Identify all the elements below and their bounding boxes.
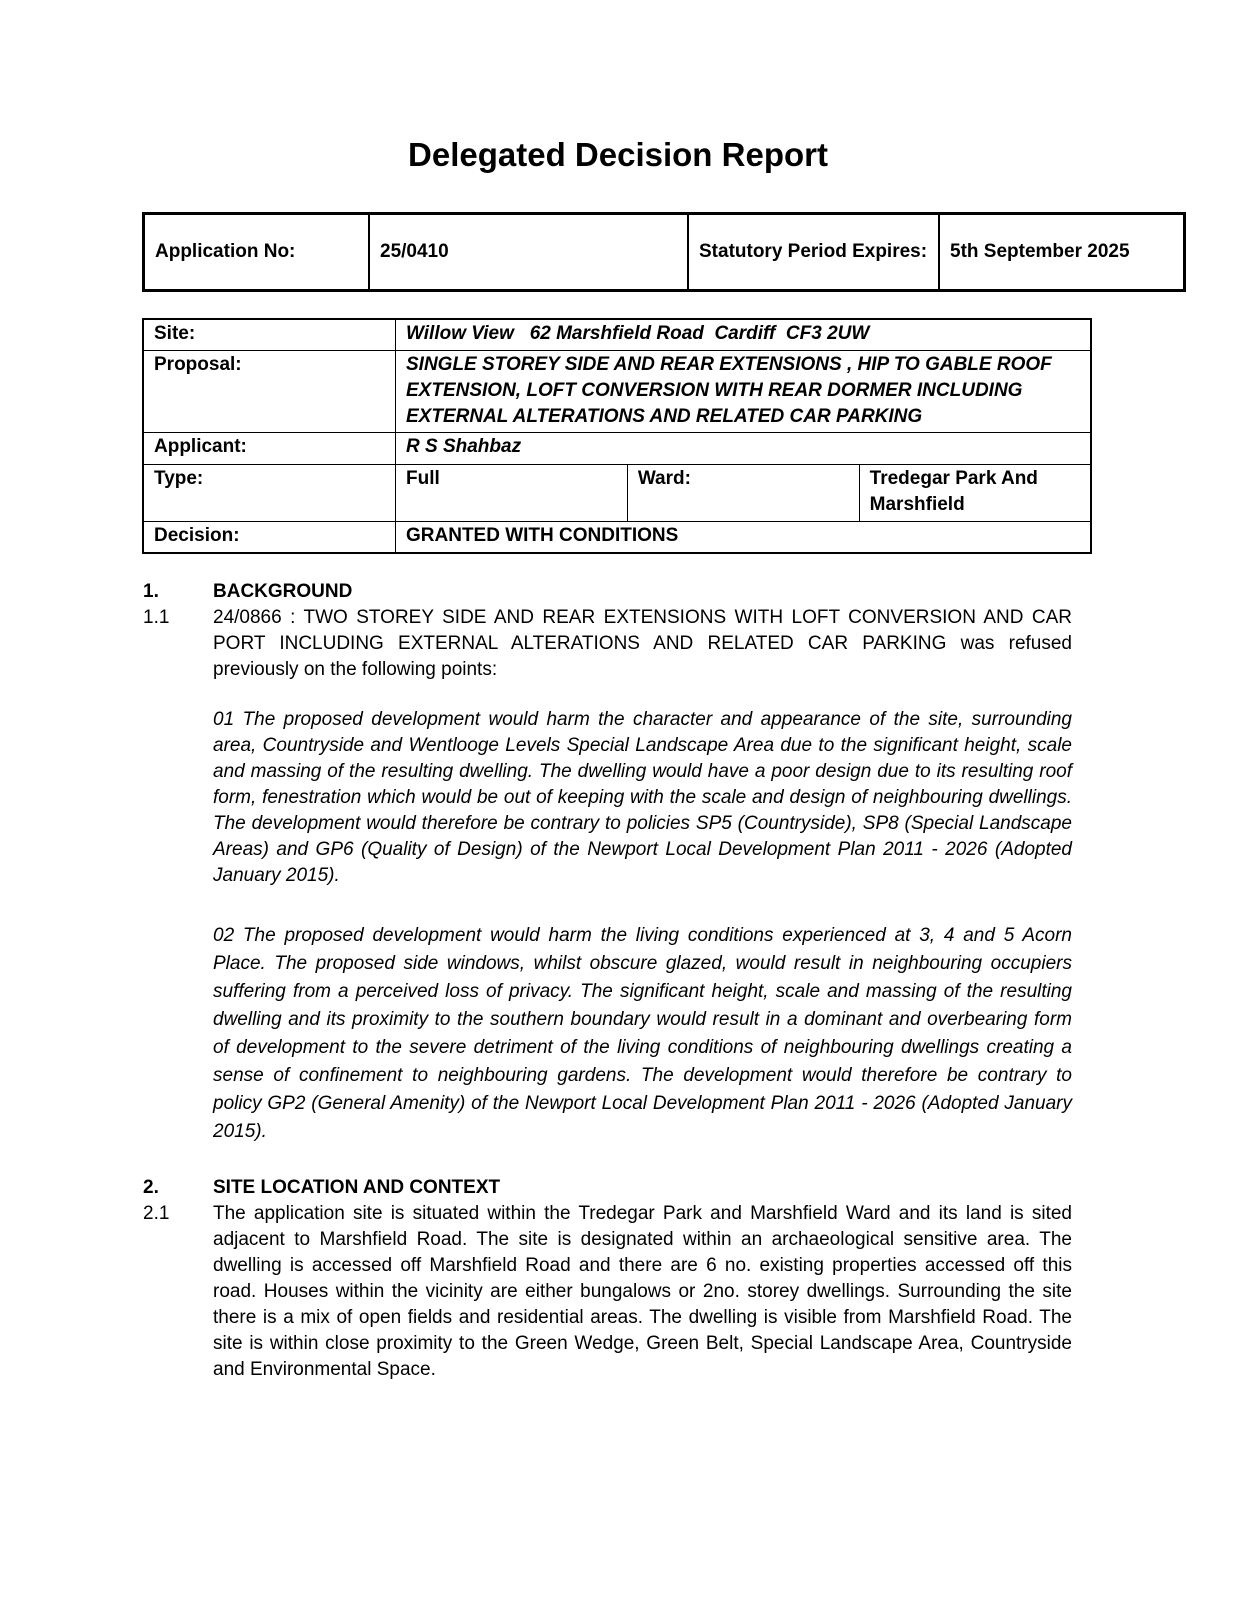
section-number: 2.	[143, 1177, 159, 1198]
section-site-location	[143, 1175, 1072, 1383]
paragraph-text: 02 The proposed development would harm the living conditions experienced at 3, 4 and 5 Acorn Place. The proposed side windows, whilst obscure glazed, would result in neighbouring occupiers suffering from a perceived loss of privacy. The significant height, scale and massing of the resulting dwelling and its proximity to the southern boundary would result in a dominant and overbearing form of development to the severe detriment of the living conditions of neighbouring dwellings creating a sense of confinement to neighbouring gardens. The development would therefore be contrary to policy GP2 (General Amenity) of the Newport Local Development Plan 2011 - 2026 (Adopted January 2015).	[213, 925, 1072, 1142]
application-no-label: Application No:	[144, 214, 370, 291]
application-info-table	[142, 212, 1186, 292]
site-details-table	[142, 318, 1092, 554]
table-row	[143, 433, 1091, 465]
ward-label: Ward:	[627, 465, 859, 522]
decision-value: GRANTED WITH CONDITIONS	[396, 522, 1092, 554]
paragraph-1-1	[143, 605, 1072, 683]
proposal-value: SINGLE STOREY SIDE AND REAR EXTENSIONS , HIP TO GABLE ROOF EXTENSION, LOFT CONVERSION WITH REAR DORMER INCLUDING EXTERNAL ALTERATIONS AND RELATED CAR PARKING	[396, 351, 1092, 433]
table-row	[143, 351, 1091, 433]
paragraph-number: 1.1	[143, 607, 170, 628]
paragraph-2-1	[143, 1201, 1072, 1383]
paragraph-text: 24/0866 : TWO STOREY SIDE AND REAR EXTENSIONS WITH LOFT CONVERSION AND CAR PORT INCLUDING EXTERNAL ALTERATIONS AND RELATED CAR PARKING was refused previously on the following points:	[213, 607, 1072, 680]
paragraph-number: 2.1	[143, 1203, 170, 1224]
applicant-value: R S Shahbaz	[396, 433, 1092, 465]
section-heading-row	[143, 1175, 1072, 1201]
section-heading: BACKGROUND	[213, 581, 353, 602]
section-heading-row	[143, 579, 1072, 605]
page-title: Delegated Decision Report	[408, 136, 828, 173]
statutory-period-label: Statutory Period Expires:	[688, 214, 939, 291]
section-heading: SITE LOCATION AND CONTEXT	[213, 1177, 501, 1198]
paragraph-text: The application site is situated within the Tredegar Park and Marshfield Ward and its land is sited adjacent to Marshfield Road. The site is designated within an archaeological sensitive area. The dwelling is accessed off Marshfield Road and there are 6 no. existing properties accessed off this road. Houses within the vicinity are either bungalows or 2no. storey dwellings. Surrounding the site there is a mix of open fields and residential areas. The dwelling is visible from Marshfield Road. The site is within close proximity to the Green Wedge, Green Belt, Special Landscape Area, Countryside and Environmental Space.	[213, 1203, 1072, 1380]
table-row	[143, 319, 1091, 351]
proposal-label: Proposal:	[143, 351, 396, 433]
decision-label: Decision:	[143, 522, 396, 554]
site-value: Willow View 62 Marshfield Road Cardiff CF3 2UW	[396, 319, 1092, 351]
application-no-value: 25/0410	[369, 214, 688, 291]
section-number: 1.	[143, 581, 159, 602]
ward-value: Tredegar Park And Marshfield	[859, 465, 1091, 522]
paragraph-text: 01 The proposed development would harm the character and appearance of the site, surrounding area, Countryside and Wentlooge Levels Special Landscape Area due to the significant height, scale and massing of the resulting dwelling. The dwelling would have a poor design due to its resulting roof form, fenestration which would be out of keeping with the scale and design of neighbouring dwellings. The development would therefore be contrary to policies SP5 (Countryside), SP8 (Special Landscape Areas) and GP6 (Quality of Design) of the Newport Local Development Plan 2011 - 2026 (Adopted January 2015).	[213, 709, 1072, 886]
refusal-point-01	[143, 707, 1072, 889]
applicant-label: Applicant:	[143, 433, 396, 465]
statutory-period-value: 5th September 2025	[939, 214, 1185, 291]
table-row	[143, 522, 1091, 554]
table-row	[144, 214, 1185, 291]
type-value: Full	[396, 465, 628, 522]
type-label: Type:	[143, 465, 396, 522]
refusal-point-02	[143, 922, 1072, 1146]
section-background	[143, 579, 1072, 1146]
table-row	[143, 465, 1091, 522]
site-label: Site:	[143, 319, 396, 351]
